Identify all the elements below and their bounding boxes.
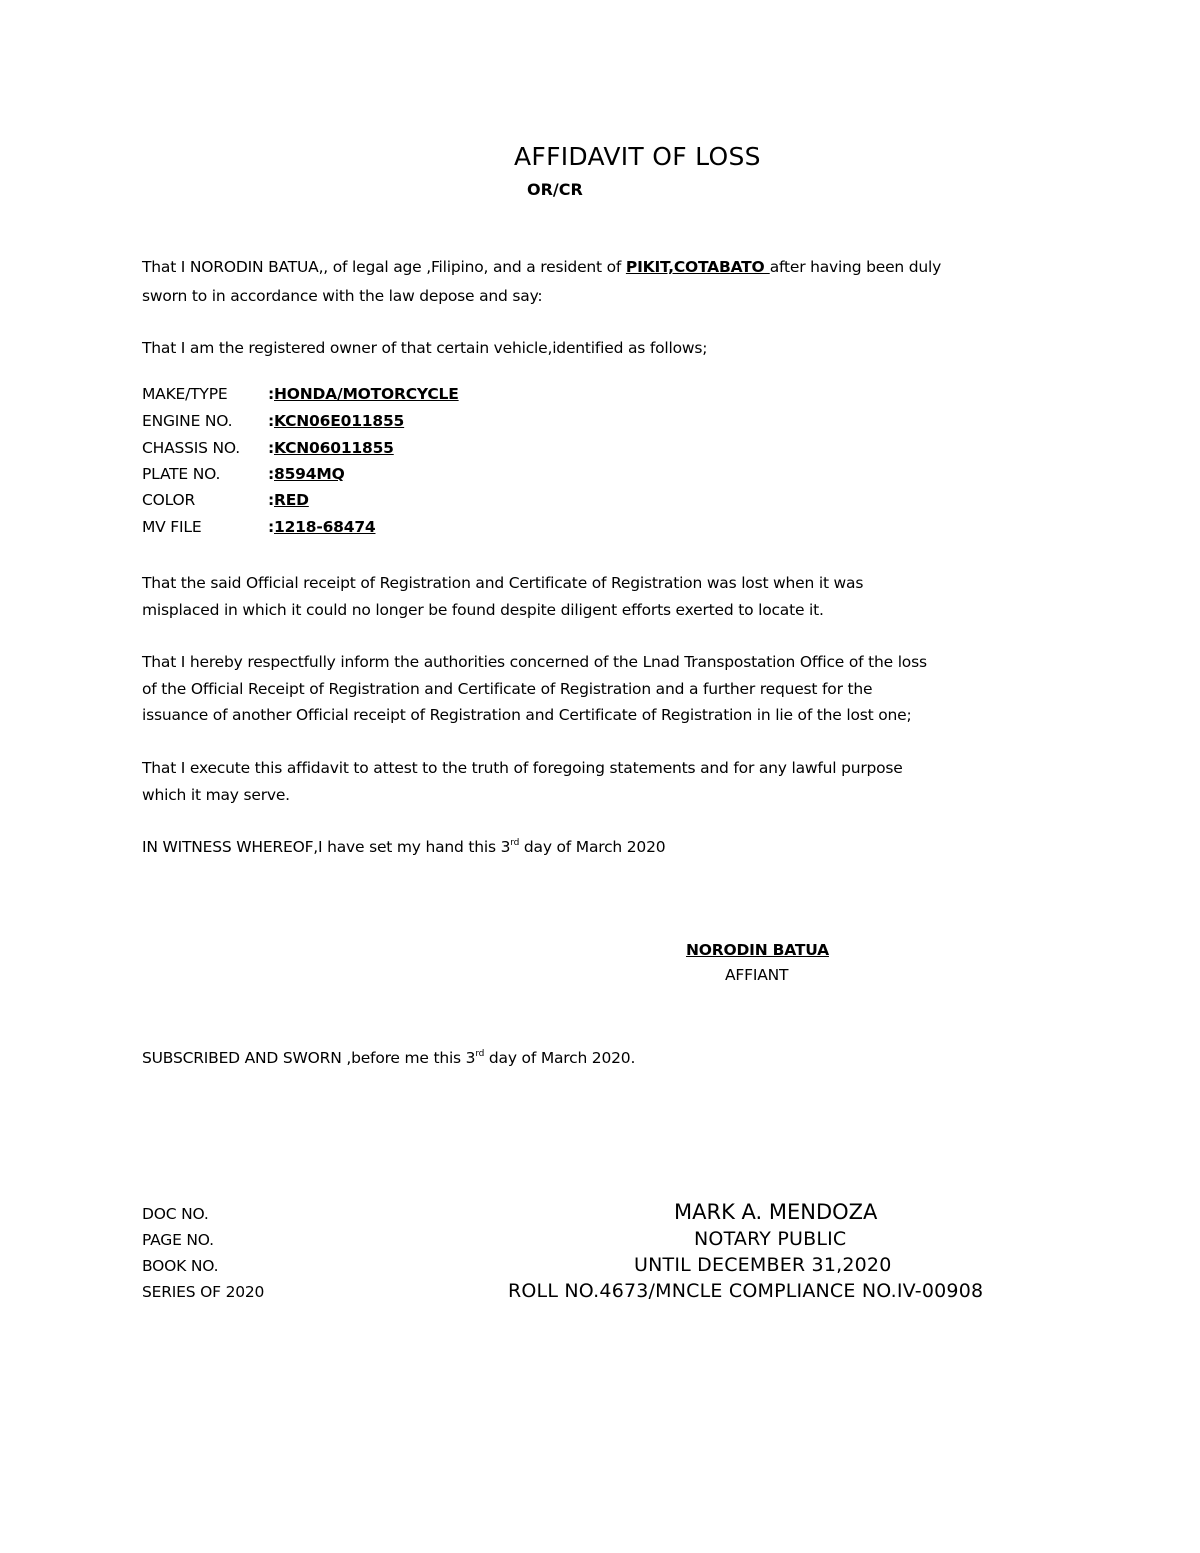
vehicle-row: COLOR :RED [142,491,309,509]
vehicle-row: ENGINE NO. :KCN06E011855 [142,412,405,430]
notary-validity: UNTIL DECEMBER 31,2020 [634,1254,892,1276]
vehicle-label: CHASSIS NO. [142,439,240,457]
vehicle-value: KCN06011855 [274,439,394,457]
vehicle-value: RED [274,491,309,509]
vehicle-label: MV FILE [142,518,202,536]
book-no-label: BOOK NO. [142,1257,219,1275]
page-no-label: PAGE NO. [142,1231,214,1249]
affiant-name: NORODIN BATUA [686,941,829,959]
intro-prefix: That I [142,258,190,276]
subscribed-text: SUBSCRIBED AND SWORN ,before me this 3 [142,1049,476,1067]
execute-paragraph-line: That I execute this affidavit to attest to the truth of foregoing statements and for any lawful purpose [142,759,903,777]
inform-paragraph-line: issuance of another Official receipt of Registration and Certificate of Registration in lie of the lost one; [142,706,912,724]
subscribed-date: day of March 2020. [484,1049,636,1067]
doc-no-label: DOC NO. [142,1205,209,1223]
subscribed-line [142,1045,635,1072]
vehicle-row: MV FILE :1218-68474 [142,518,376,536]
witness-date: day of March 2020 [519,838,666,856]
intro-mid: ,, of legal age ,Filipino, and a resident of [318,258,626,276]
notary-name: MARK A. MENDOZA [674,1200,878,1224]
vehicle-value: 1218-68474 [274,518,376,536]
notary-roll-number: ROLL NO.4673/MNCLE COMPLIANCE NO.IV-00908 [508,1280,984,1302]
vehicle-row: CHASSIS NO. :KCN06011855 [142,439,394,457]
affiant-name-inline: NORODIN BATUA [189,258,319,276]
vehicle-label: PLATE NO. [142,465,221,483]
document-subtitle: OR/CR [527,180,583,199]
witness-text: IN WITNESS WHEREOF,I have set my hand this 3 [142,838,511,856]
vehicle-value: 8594MQ [274,465,345,483]
vehicle-value: KCN06E011855 [274,412,405,430]
inform-paragraph-line: of the Official Receipt of Registration and Certificate of Registration and a further request for the [142,680,873,698]
document-title: AFFIDAVIT OF LOSS [514,142,761,171]
lost-paragraph-line: misplaced in which it could no longer be found despite diligent efforts exerted to locate it. [142,601,824,619]
intro-line-1 [142,254,941,281]
vehicle-value: HONDA/MOTORCYCLE [274,385,459,403]
inform-paragraph-line: That I hereby respectfully inform the authorities concerned of the Lnad Transpostation Office of the loss [142,653,927,671]
vehicle-row: MAKE/TYPE :HONDA/MOTORCYCLE [142,385,459,403]
residence-place: PIKIT,COTABATO [625,258,770,276]
intro-line-2: sworn to in accordance with the law depose and say: [142,287,543,305]
subscribed-ordinal: rd [475,1049,485,1059]
vehicle-row: PLATE NO. :8594MQ [142,465,345,483]
vehicle-label: MAKE/TYPE [142,385,228,403]
vehicle-label: COLOR [142,491,196,509]
affiant-role: AFFIANT [725,966,789,984]
witness-line [142,834,665,861]
lost-paragraph-line: That the said Official receipt of Registration and Certificate of Registration was lost when it was [142,574,864,592]
ownership-statement: That I am the registered owner of that certain vehicle,identified as follows; [142,339,708,357]
affiant-signature-name [686,941,829,959]
vehicle-label: ENGINE NO. [142,412,233,430]
witness-ordinal: rd [510,838,520,848]
series-label: SERIES OF 2020 [142,1283,265,1301]
notary-title: NOTARY PUBLIC [694,1228,847,1250]
execute-paragraph-line: which it may serve. [142,786,290,804]
intro-after: after having been duly [769,258,942,276]
